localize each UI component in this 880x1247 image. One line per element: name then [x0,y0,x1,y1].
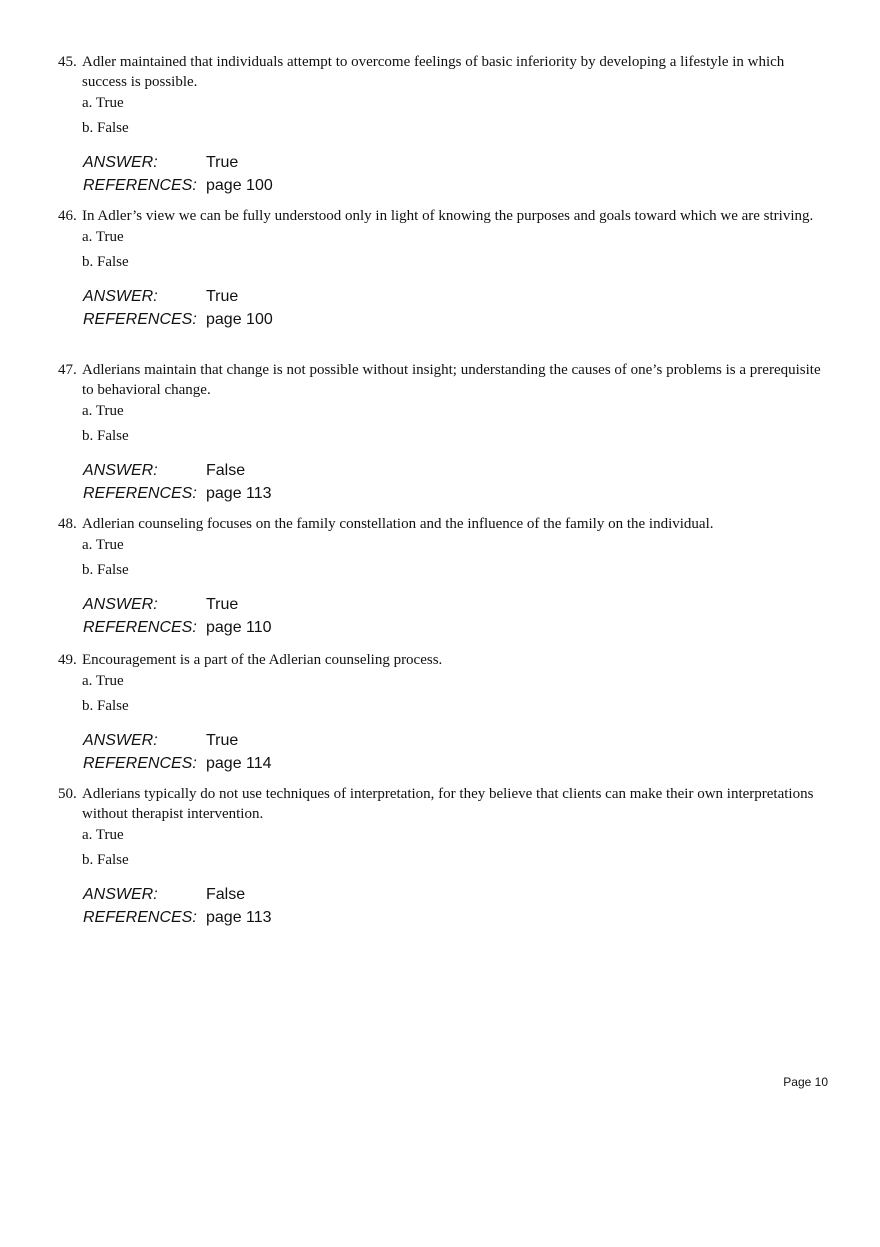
references-label: REFERENCES: [83,485,197,502]
answer-row [83,884,828,907]
option-false: b. False [82,852,129,868]
answer-block [83,594,828,640]
answer-label: ANSWER: [83,596,158,613]
question-stem [58,650,828,670]
answer-value: True [206,596,239,613]
references-value: page 110 [206,619,272,636]
answer-row [83,594,828,617]
answer-value: True [206,732,239,749]
option-list [82,92,828,142]
answer-row [83,460,828,483]
question-stem [58,360,828,400]
answer-block [83,730,828,776]
question-stem [58,52,828,92]
option-list [82,670,828,720]
question-stem [58,514,828,534]
question-47 [58,360,828,506]
answer-value: True [206,154,239,171]
option-false: b. False [82,120,129,136]
answer-value: True [206,288,239,305]
answer-value: False [206,462,246,479]
option-list [82,400,828,450]
question-text: Adlerians typically do not use techniques of interpretation, for they believe that clients can make their own interpretations without therapist intervention. [82,786,814,822]
answer-label: ANSWER: [83,154,158,171]
option-false: b. False [82,428,129,444]
references-label: REFERENCES: [83,755,197,772]
question-text: In Adler’s view we can be fully understood only in light of knowing the purposes and goals toward which we are striving. [82,208,814,224]
question-number: 45. [58,54,77,70]
answer-block [83,152,828,198]
references-row [83,309,828,332]
answer-block [83,884,828,930]
option-list [82,824,828,874]
option-false: b. False [82,562,129,578]
answer-label: ANSWER: [83,886,158,903]
answer-row [83,152,828,175]
question-stem [58,784,828,824]
references-label: REFERENCES: [83,311,197,328]
question-number: 49. [58,652,77,668]
page-number: Page 10 [783,1075,828,1089]
question-number: 48. [58,516,77,532]
question-48 [58,514,828,640]
option-list [82,226,828,276]
answer-block [83,286,828,332]
option-true: a. True [82,403,124,419]
references-value: page 100 [206,311,273,328]
answer-block [83,460,828,506]
answer-label: ANSWER: [83,288,158,305]
option-true: a. True [82,229,124,245]
answer-label: ANSWER: [83,732,158,749]
question-text: Adlerians maintain that change is not possible without insight; understanding the causes of one’s problems is a prerequisite to behavioral change. [82,362,821,398]
question-text: Adlerian counseling focuses on the family constellation and the influence of the family on the individual. [82,516,714,532]
references-row [83,753,828,776]
references-value: page 100 [206,177,273,194]
question-number: 50. [58,786,77,802]
answer-label: ANSWER: [83,462,158,479]
question-number: 46. [58,208,77,224]
references-value: page 113 [206,909,272,926]
option-false: b. False [82,254,129,270]
option-false: b. False [82,698,129,714]
references-label: REFERENCES: [83,619,197,636]
question-text: Encouragement is a part of the Adlerian counseling process. [82,652,443,668]
references-label: REFERENCES: [83,177,197,194]
answer-value: False [206,886,246,903]
option-true: a. True [82,537,124,553]
references-row [83,483,828,506]
answer-row [83,286,828,309]
option-list [82,534,828,584]
question-number: 47. [58,362,77,378]
references-label: REFERENCES: [83,909,197,926]
references-row [83,175,828,198]
question-stem [58,206,828,226]
answer-row [83,730,828,753]
option-true: a. True [82,827,124,843]
references-row [83,907,828,930]
question-50 [58,784,828,930]
question-46 [58,206,828,332]
references-value: page 114 [206,755,272,772]
option-true: a. True [82,95,124,111]
references-row [83,617,828,640]
references-value: page 113 [206,485,272,502]
option-true: a. True [82,673,124,689]
question-text: Adler maintained that individuals attempt to overcome feelings of basic inferiority by developing a lifestyle in which success is possible. [82,54,785,90]
question-45 [58,52,828,198]
question-49 [58,650,828,776]
